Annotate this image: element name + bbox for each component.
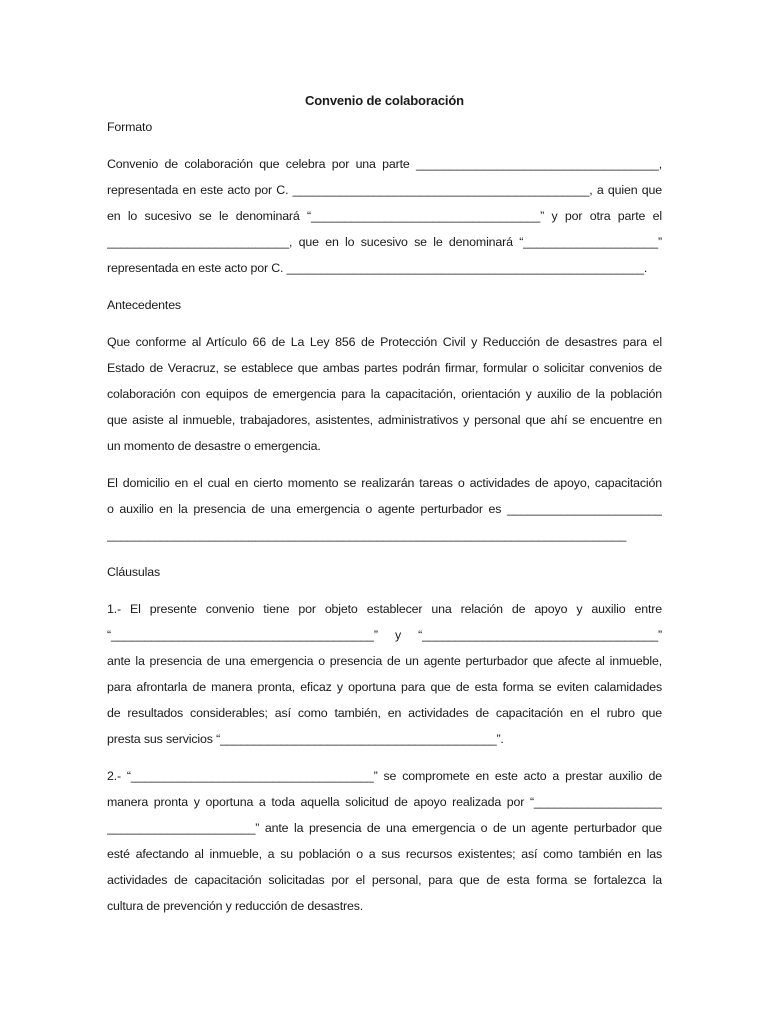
antecedentes-paragraph-1 xyxy=(107,329,662,459)
domicilio-line: El domicilio en el cual en cierto momento se realizarán tareas o actividades de apoyo, capacitación xyxy=(107,476,662,490)
antecedentes-line: que asiste al inmueble, trabajadores, asistentes, administrativos y personal que ahí se encuentre en xyxy=(107,413,662,427)
antecedentes-line: un momento de desastre o emergencia. xyxy=(107,439,321,453)
clausula-1-line: 1.- El presente convenio tiene por objeto establecer una relación de apoyo y auxilio entre xyxy=(107,602,662,616)
intro-line: representada en este acto por C. _____________________________________________________. xyxy=(107,261,648,275)
clausula-1-line: presta sus servicios “_________________________________________”. xyxy=(107,732,504,746)
clausula-1-line: de resultados considerables; así como también, en actividades de capacitación en el rubro que xyxy=(107,706,662,720)
domicilio-line: _____________________________________________________________________________ xyxy=(107,528,627,542)
clausula-2-line: actividades de capacitación solicitadas por el personal, para que de esta forma se fortalezca la xyxy=(107,873,662,887)
clausula-2 xyxy=(107,763,662,919)
clausula-1-line: para afrontarla de manera pronta, eficaz y oportuna para que de esta forma se eviten calamidades xyxy=(107,680,662,694)
intro-line: representada en este acto por C. ____________________________________________, a quien que xyxy=(107,183,662,197)
clausula-2-line: 2.- “____________________________________” se compromete en este acto a prestar auxilio de xyxy=(107,769,662,783)
clausula-1-line: “_______________________________________” y “___________________________________” xyxy=(107,628,662,642)
antecedentes-line: Estado de Veracruz, se establece que ambas partes podrán firmar, formular o solicitar convenios de xyxy=(107,361,662,375)
format-label: Formato xyxy=(107,120,153,134)
clausula-2-line: esté afectando al inmueble, a su población o a sus recursos existentes; así como también en las xyxy=(107,847,662,861)
intro-paragraph xyxy=(107,151,662,281)
intro-line: ___________________________, que en lo sucesivo se le denominará “____________________” xyxy=(107,235,662,249)
domicilio-line: o auxilio en la presencia de una emergencia o agente perturbador es _______________________ xyxy=(107,502,662,516)
clausula-1 xyxy=(107,596,662,752)
document-page xyxy=(107,88,662,919)
document-title: Convenio de colaboración xyxy=(305,93,464,108)
antecedentes-line: colaboración con equipos de emergencia para la capacitación, orientación y auxilio de la población xyxy=(107,387,662,401)
clausula-2-line: cultura de prevención y reducción de desastres. xyxy=(107,899,364,913)
antecedentes-heading: Antecedentes xyxy=(107,298,181,312)
clausula-2-line: ______________________” ante la presencia de una emergencia o de un agente perturbador que xyxy=(107,821,662,835)
clausulas-heading: Cláusulas xyxy=(107,565,161,579)
clausula-2-line: manera pronta y oportuna a toda aquella solicitud de apoyo realizada por “___________________ xyxy=(107,795,662,809)
intro-line: en lo sucesivo se le denominará “__________________________________” y por otra parte el xyxy=(107,209,662,223)
antecedentes-paragraph-2 xyxy=(107,470,662,548)
antecedentes-line: Que conforme al Artículo 66 de La Ley 856 de Protección Civil y Reducción de desastres para el xyxy=(107,335,662,349)
clausula-1-line: ante la presencia de una emergencia o presencia de un agente perturbador que afecte al inmueble, xyxy=(107,654,662,668)
intro-line: Convenio de colaboración que celebra por una parte ____________________________________, xyxy=(107,157,662,171)
